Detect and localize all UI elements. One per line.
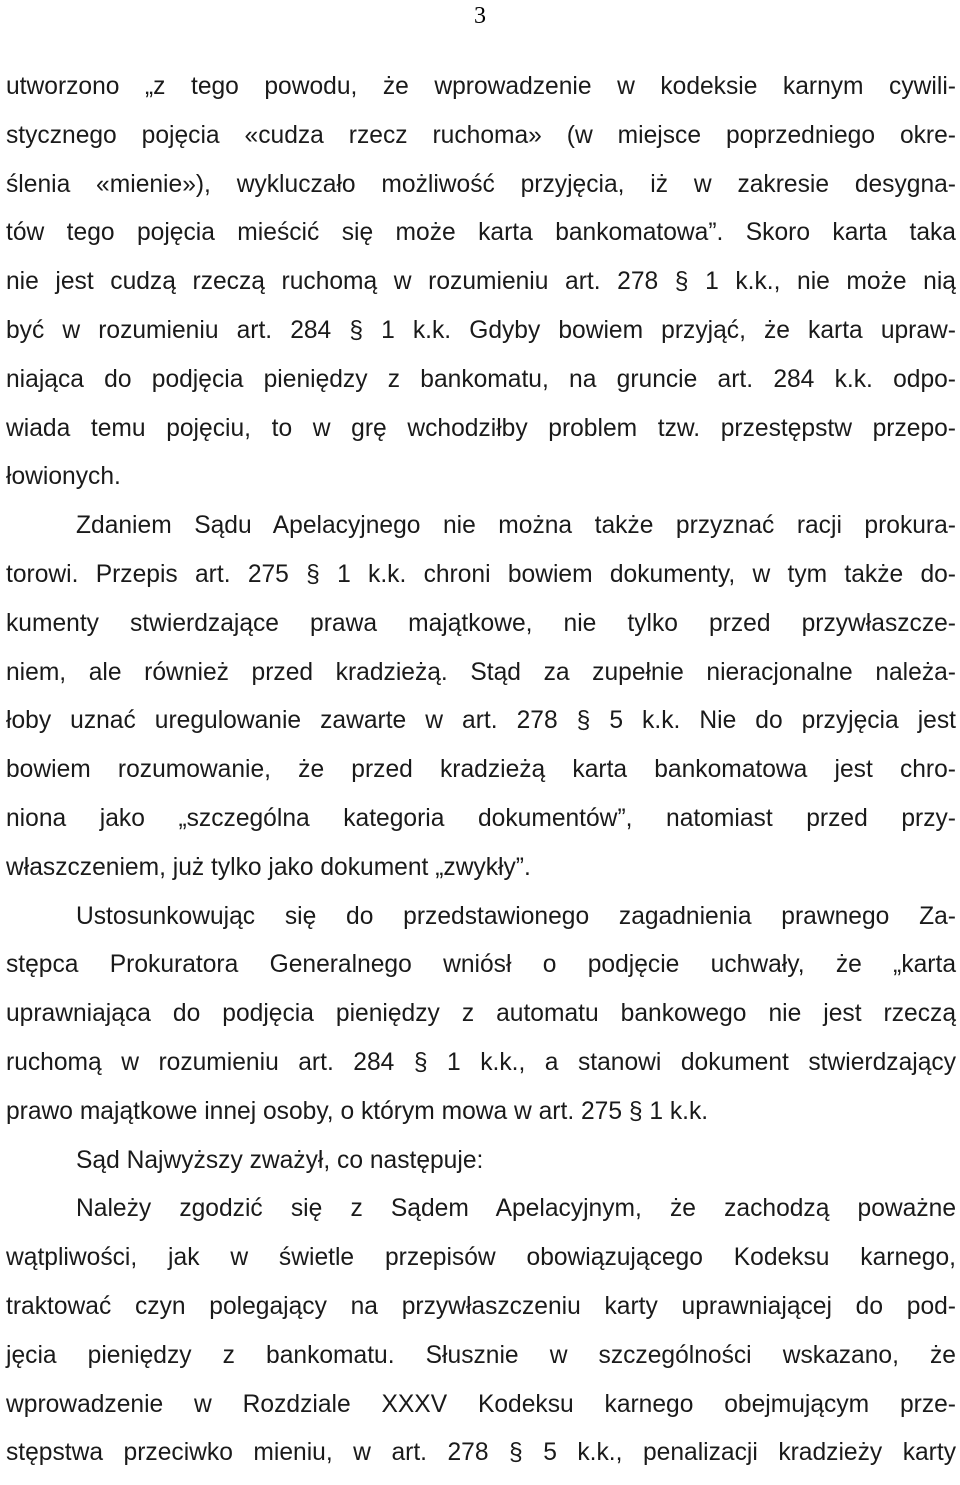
text-line: niem, ale również przed kradzieżą. Stąd za zupełnie nieracjonalne należa-: [6, 658, 956, 686]
text-line: nie jest cudzą rzeczą ruchomą w rozumieniu art. 278 § 1 k.k., nie może nią: [6, 268, 956, 296]
text-line: wprowadzenie w Rozdziale XXXV Kodeksu karnego obejmującym prze-: [6, 1390, 956, 1418]
text-line: ruchomą w rozumieniu art. 284 § 1 k.k., a stanowi dokument stwierdzający: [6, 1048, 956, 1076]
text-line: ślenia «mienie»), wykluczało możliwość przyjęcia, iż w zakresie desygna-: [6, 170, 956, 198]
text-line: stycznego pojęcia «cudza rzecz ruchoma» (w miejsce poprzedniego okre-: [6, 121, 956, 149]
section-heading-line: Sąd Najwyższy zważył, co następuje:: [76, 1146, 484, 1174]
text-line: torowi. Przepis art. 275 § 1 k.k. chroni bowiem dokumenty, w tym także do-: [6, 560, 956, 588]
text-line: właszczeniem, już tylko jako dokument „zwykły”.: [6, 853, 531, 881]
paragraph-first-line: Zdaniem Sądu Apelacyjnego nie można także przyznać racji prokura-: [76, 512, 956, 540]
text-line: niająca do podjęcia pieniędzy z bankomatu, na gruncie art. 284 k.k. odpo-: [6, 365, 956, 393]
text-line: łowionych.: [6, 463, 121, 491]
text-line: bowiem rozumowanie, że przed kradzieżą karta bankomatowa jest chro-: [6, 756, 956, 784]
text-line: stępstwa przeciwko mieniu, w art. 278 § 5 k.k., penalizacji kradzieży karty: [6, 1439, 956, 1467]
text-line: wątpliwości, jak w świetle przepisów obowiązującego Kodeksu karnego,: [6, 1244, 956, 1272]
paragraph-first-line: Należy zgodzić się z Sądem Apelacyjnym, że zachodzą poważne: [76, 1195, 956, 1223]
page-number: 3: [474, 3, 486, 29]
text-line: prawo majątkowe innej osoby, o którym mowa w art. 275 § 1 k.k.: [6, 1097, 709, 1125]
text-line: uprawniająca do podjęcia pieniędzy z automatu bankowego nie jest rzeczą: [6, 1000, 956, 1028]
text-line: stępca Prokuratora Generalnego wniósł o podjęcie uchwały, że „karta: [6, 951, 956, 979]
text-line: traktować czyn polegający na przywłaszczeniu karty uprawniającej do pod-: [6, 1292, 956, 1320]
text-line: być w rozumieniu art. 284 § 1 k.k. Gdyby bowiem przyjąć, że karta upraw-: [6, 316, 956, 344]
text-line: niona jako „szczególna kategoria dokumentów”, natomiast przed przy-: [6, 804, 956, 832]
document-body: [6, 63, 956, 1478]
text-line: kumenty stwierdzające prawa majątkowe, nie tylko przed przywłaszcze-: [6, 609, 956, 637]
text-line: wiada temu pojęciu, to w grę wchodziłby problem tzw. przestępstw przepo-: [6, 414, 956, 442]
text-line: jęcia pieniędzy z bankomatu. Słusznie w szczególności wskazano, że: [6, 1341, 956, 1369]
paragraph-first-line: Ustosunkowując się do przedstawionego zagadnienia prawnego Za-: [76, 902, 956, 930]
text-line: łoby uznać uregulowanie zawarte w art. 278 § 5 k.k. Nie do przyjęcia jest: [6, 707, 956, 735]
text-line: tów tego pojęcia mieścić się może karta bankomatowa”. Skoro karta taka: [6, 219, 956, 247]
text-line: utworzono „z tego powodu, że wprowadzenie w kodeksie karnym cywili-: [6, 73, 956, 100]
